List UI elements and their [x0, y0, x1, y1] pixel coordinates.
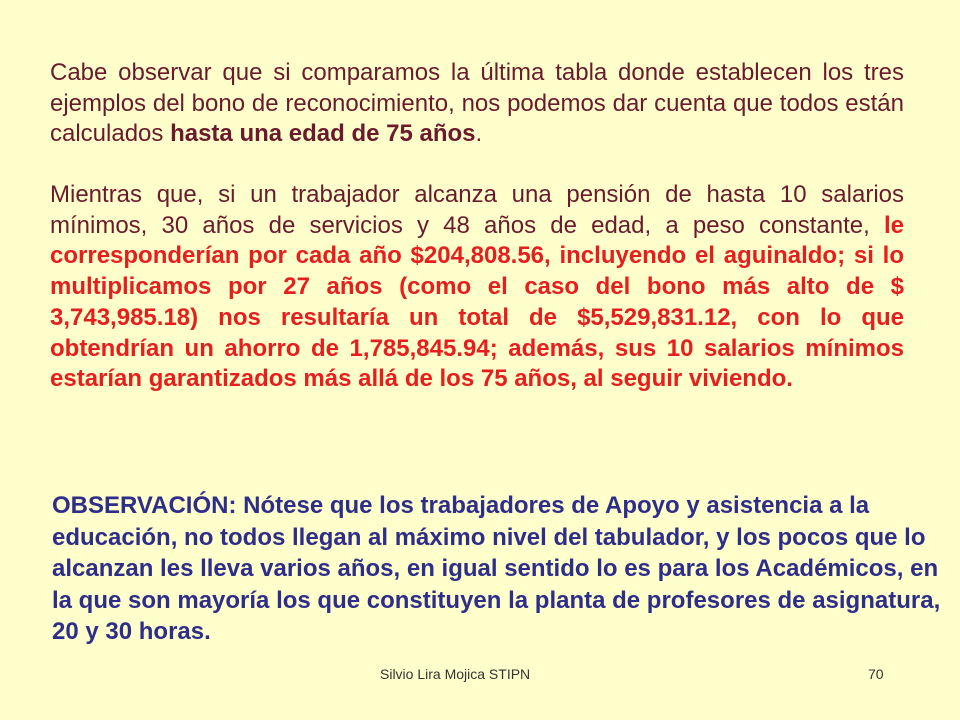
- page-number: 70: [868, 666, 884, 682]
- intro-bold-phrase: hasta una edad de 75 años: [170, 120, 476, 147]
- intro-paragraph: [50, 58, 904, 150]
- pension-paragraph: [50, 180, 904, 395]
- observation-paragraph: OBSERVACIÓN: Nótese que los trabajadores de Apoyo y asistencia a la educación, no todos llegan al máximo nivel del tabulador, y los pocos que lo alcanzan les lleva varios años, en igual sentido lo es para los Académicos, en la que son mayoría los que constituyen la planta de profesores de asignatura, 20 y 30 horas.: [52, 492, 941, 645]
- pension-text: Mientras que, si un trabajador alcanza una pensión de hasta 10 salarios mínimos, 30 años de servicios y 48 años de edad, a peso constante,: [50, 181, 904, 239]
- intro-text: Cabe observar que si comparamos la última tabla donde establecen los tres ejemplos del bono de reconocimiento, nos podemos dar cuenta que todos están calculados: [50, 59, 904, 147]
- footer-author: Silvio Lira Mojica STIPN: [380, 666, 531, 682]
- pension-highlight: le corresponderían por cada año $204,808.56, incluyendo el aguinaldo; si lo multiplicamos por 27 años (como el caso del bono más alto de $ 3,743,985.18) nos resultaría un total de $5,529,831.12, con lo que obtendrían un ahorro de 1,785,845.94; además, sus 10 salarios mínimos estarían garantizados más allá de los 75 años, al seguir viviendo.: [50, 211, 904, 393]
- intro-end: .: [475, 120, 483, 147]
